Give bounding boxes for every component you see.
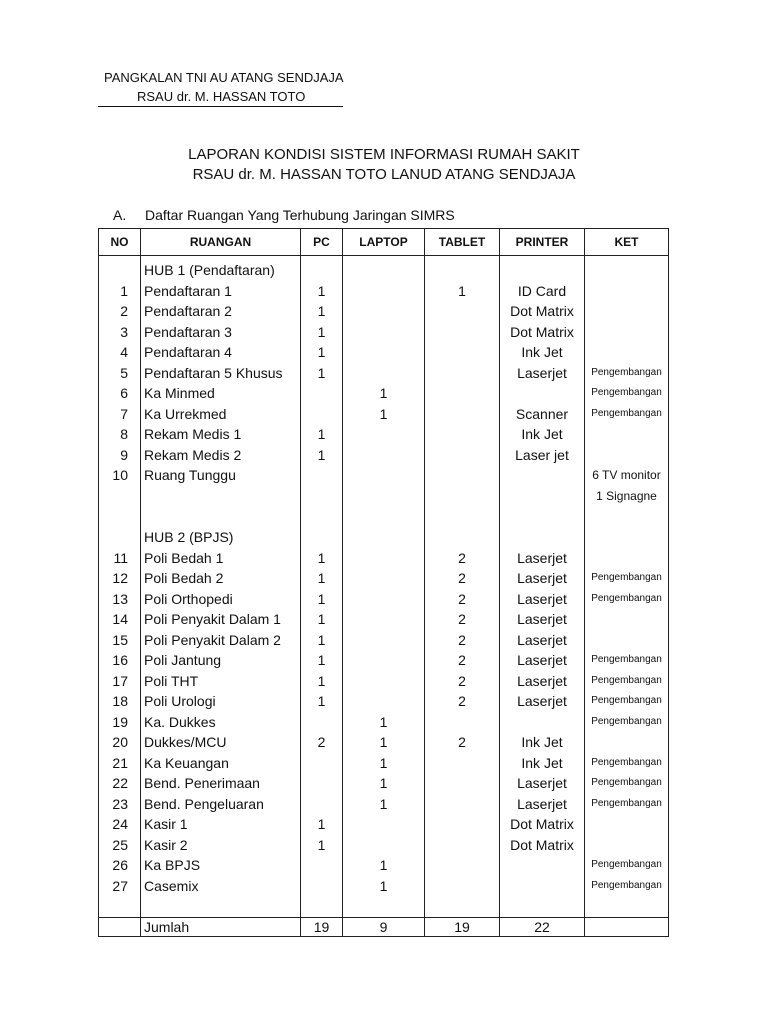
- cell-ruangan: Ka. Dukkes: [141, 712, 301, 733]
- cell-ruangan: Poli Urologi: [141, 691, 301, 712]
- table-row: [99, 650, 669, 671]
- cell-pc: [301, 256, 343, 281]
- cell-no: 25: [99, 835, 141, 856]
- cell-ket: [585, 445, 669, 466]
- cell-ket: Pengembangan: [585, 794, 669, 815]
- cell-printer: Dot Matrix: [500, 814, 585, 835]
- cell-laptop: [343, 835, 425, 856]
- cell-laptop: [343, 445, 425, 466]
- cell-ruangan: Poli Bedah 2: [141, 568, 301, 589]
- cell-laptop: [343, 256, 425, 281]
- cell-pc: [301, 773, 343, 794]
- cell-tablet: [425, 404, 500, 425]
- cell-tablet: [425, 835, 500, 856]
- table-row: [99, 548, 669, 569]
- cell-ket: 1 Signagne: [585, 486, 669, 507]
- cell-ruangan: Bend. Penerimaan: [141, 773, 301, 794]
- cell-pc: [301, 486, 343, 507]
- cell-printer: Laserjet: [500, 568, 585, 589]
- cell-printer: Laserjet: [500, 589, 585, 610]
- header-ruangan: RUANGAN: [141, 229, 301, 256]
- cell-laptop: [343, 896, 425, 918]
- table-row: [99, 630, 669, 651]
- cell-no: 6: [99, 383, 141, 404]
- cell-no: 8: [99, 424, 141, 445]
- table-row: [99, 424, 669, 445]
- cell-no: 23: [99, 794, 141, 815]
- cell-tablet: [425, 506, 500, 527]
- report-title-line2: RSAU dr. M. HASSAN TOTO LANUD ATANG SENDJAJA: [192, 166, 576, 183]
- table-row: [99, 773, 669, 794]
- cell-printer: Laserjet: [500, 363, 585, 384]
- cell-no: 5: [99, 363, 141, 384]
- cell-no: [99, 527, 141, 548]
- cell-ket: 6 TV monitor: [585, 465, 669, 486]
- cell-tablet: [425, 363, 500, 384]
- cell-laptop: [343, 814, 425, 835]
- cell-laptop: [343, 424, 425, 445]
- cell-pc: 1: [301, 630, 343, 651]
- table-row: [99, 794, 669, 815]
- cell-tablet: [425, 342, 500, 363]
- table-row-continuation: [99, 486, 669, 507]
- cell-pc: 1: [301, 281, 343, 302]
- cell-printer: Laserjet: [500, 794, 585, 815]
- cell-ket: [585, 609, 669, 630]
- table-header-row: [99, 229, 669, 256]
- spacer-row: [99, 896, 669, 918]
- cell-ket: [585, 732, 669, 753]
- cell-laptop: [343, 589, 425, 610]
- cell-laptop: [343, 465, 425, 486]
- total-ket: [585, 918, 669, 937]
- cell-ruangan: Ka Urrekmed: [141, 404, 301, 425]
- cell-printer: Laser jet: [500, 445, 585, 466]
- cell-no: 22: [99, 773, 141, 794]
- cell-laptop: [343, 548, 425, 569]
- total-laptop: 9: [343, 918, 425, 937]
- cell-pc: 1: [301, 322, 343, 343]
- cell-tablet: [425, 855, 500, 876]
- total-row: [99, 918, 669, 937]
- cell-printer: [500, 896, 585, 918]
- cell-printer: Laserjet: [500, 671, 585, 692]
- cell-pc: 1: [301, 671, 343, 692]
- cell-ruangan: Pendaftaran 2: [141, 301, 301, 322]
- cell-ruangan: Dukkes/MCU: [141, 732, 301, 753]
- cell-printer: [500, 527, 585, 548]
- cell-ruangan: Poli Penyakit Dalam 2: [141, 630, 301, 651]
- cell-tablet: 2: [425, 650, 500, 671]
- header-underline: [98, 106, 343, 107]
- cell-tablet: [425, 424, 500, 445]
- cell-printer: Laserjet: [500, 691, 585, 712]
- header-pc: PC: [301, 229, 343, 256]
- cell-no: 26: [99, 855, 141, 876]
- cell-laptop: [343, 486, 425, 507]
- cell-no: 13: [99, 589, 141, 610]
- cell-laptop: 1: [343, 753, 425, 774]
- cell-pc: 1: [301, 835, 343, 856]
- cell-printer: Dot Matrix: [500, 835, 585, 856]
- cell-tablet: [425, 794, 500, 815]
- cell-tablet: 1: [425, 281, 500, 302]
- cell-printer: Laserjet: [500, 650, 585, 671]
- cell-printer: Laserjet: [500, 773, 585, 794]
- table-row: [99, 465, 669, 486]
- cell-laptop: 1: [343, 712, 425, 733]
- cell-pc: [301, 794, 343, 815]
- cell-ruangan: Ka Keuangan: [141, 753, 301, 774]
- cell-tablet: [425, 256, 500, 281]
- section-letter: A.: [113, 207, 127, 223]
- cell-tablet: [425, 753, 500, 774]
- cell-laptop: 1: [343, 794, 425, 815]
- cell-pc: 2: [301, 732, 343, 753]
- cell-ket: [585, 424, 669, 445]
- total-pc: 19: [301, 918, 343, 937]
- table-row: [99, 609, 669, 630]
- table-row: [99, 301, 669, 322]
- cell-tablet: 2: [425, 568, 500, 589]
- cell-pc: [301, 527, 343, 548]
- cell-pc: [301, 876, 343, 897]
- cell-laptop: 1: [343, 404, 425, 425]
- cell-laptop: [343, 568, 425, 589]
- cell-ket: [585, 548, 669, 569]
- cell-ket: [585, 896, 669, 918]
- cell-ruangan: Ka BPJS: [141, 855, 301, 876]
- table-row: [99, 383, 669, 404]
- cell-ruangan: Pendaftaran 3: [141, 322, 301, 343]
- org-name-line1: PANGKALAN TNI AU ATANG SENDJAJA: [104, 70, 344, 85]
- cell-printer: [500, 876, 585, 897]
- cell-ruangan: Pendaftaran 1: [141, 281, 301, 302]
- cell-no: [99, 486, 141, 507]
- cell-ket: [585, 814, 669, 835]
- table-row: [99, 691, 669, 712]
- hub-row-2: [99, 527, 669, 548]
- total-ruangan: Jumlah: [141, 918, 301, 937]
- cell-ruangan: Bend. Pengeluaran: [141, 794, 301, 815]
- table-row: [99, 835, 669, 856]
- cell-laptop: [343, 650, 425, 671]
- cell-ket: Pengembangan: [585, 773, 669, 794]
- cell-no: 16: [99, 650, 141, 671]
- cell-ket: [585, 301, 669, 322]
- cell-printer: [500, 256, 585, 281]
- cell-laptop: [343, 342, 425, 363]
- cell-ket: Pengembangan: [585, 568, 669, 589]
- cell-pc: [301, 383, 343, 404]
- cell-laptop: 1: [343, 855, 425, 876]
- table-row: [99, 322, 669, 343]
- cell-laptop: [343, 301, 425, 322]
- cell-ruangan: Pendaftaran 5 Khusus: [141, 363, 301, 384]
- table-row: [99, 855, 669, 876]
- cell-tablet: 2: [425, 548, 500, 569]
- cell-no: 9: [99, 445, 141, 466]
- table-row: [99, 753, 669, 774]
- cell-ruangan: Poli THT: [141, 671, 301, 692]
- cell-no: 27: [99, 876, 141, 897]
- cell-tablet: 2: [425, 589, 500, 610]
- cell-pc: [301, 855, 343, 876]
- cell-no: 3: [99, 322, 141, 343]
- cell-ket: [585, 256, 669, 281]
- cell-printer: Laserjet: [500, 609, 585, 630]
- cell-ruangan: Poli Bedah 1: [141, 548, 301, 569]
- cell-tablet: 2: [425, 609, 500, 630]
- cell-laptop: [343, 671, 425, 692]
- cell-no: 17: [99, 671, 141, 692]
- cell-ket: [585, 835, 669, 856]
- cell-pc: [301, 404, 343, 425]
- org-name-line2: RSAU dr. M. HASSAN TOTO: [137, 89, 306, 104]
- cell-ket: [585, 322, 669, 343]
- cell-tablet: [425, 486, 500, 507]
- cell-printer: [500, 383, 585, 404]
- cell-pc: 1: [301, 609, 343, 630]
- table-row: [99, 404, 669, 425]
- cell-tablet: [425, 712, 500, 733]
- table-row: [99, 876, 669, 897]
- cell-printer: [500, 486, 585, 507]
- cell-pc: 1: [301, 548, 343, 569]
- cell-no: 12: [99, 568, 141, 589]
- cell-pc: 1: [301, 342, 343, 363]
- cell-laptop: [343, 322, 425, 343]
- cell-no: 19: [99, 712, 141, 733]
- cell-tablet: 2: [425, 691, 500, 712]
- cell-no: 15: [99, 630, 141, 651]
- cell-pc: 1: [301, 814, 343, 835]
- cell-laptop: [343, 363, 425, 384]
- cell-ruangan: [141, 506, 301, 527]
- cell-ruangan: Rekam Medis 2: [141, 445, 301, 466]
- cell-pc: 1: [301, 691, 343, 712]
- cell-no: 11: [99, 548, 141, 569]
- cell-ket: [585, 281, 669, 302]
- cell-laptop: [343, 609, 425, 630]
- cell-tablet: [425, 301, 500, 322]
- cell-pc: 1: [301, 650, 343, 671]
- cell-ruangan: Rekam Medis 1: [141, 424, 301, 445]
- cell-ket: [585, 506, 669, 527]
- cell-laptop: [343, 691, 425, 712]
- cell-ruangan: Poli Jantung: [141, 650, 301, 671]
- cell-no: 21: [99, 753, 141, 774]
- cell-no: 1: [99, 281, 141, 302]
- cell-tablet: [425, 773, 500, 794]
- cell-ruangan: Ka Minmed: [141, 383, 301, 404]
- cell-pc: [301, 896, 343, 918]
- total-printer: 22: [500, 918, 585, 937]
- cell-tablet: [425, 445, 500, 466]
- cell-printer: [500, 855, 585, 876]
- cell-ruangan: Kasir 2: [141, 835, 301, 856]
- cell-ket: Pengembangan: [585, 876, 669, 897]
- cell-printer: Laserjet: [500, 548, 585, 569]
- cell-no: 10: [99, 465, 141, 486]
- cell-ruangan: Kasir 1: [141, 814, 301, 835]
- cell-ket: Pengembangan: [585, 753, 669, 774]
- cell-no: [99, 896, 141, 918]
- cell-no: 20: [99, 732, 141, 753]
- cell-no: 24: [99, 814, 141, 835]
- cell-printer: Dot Matrix: [500, 322, 585, 343]
- report-title-line1: LAPORAN KONDISI SISTEM INFORMASI RUMAH SAKIT: [188, 146, 580, 163]
- header-tablet: TABLET: [425, 229, 500, 256]
- cell-pc: 1: [301, 445, 343, 466]
- cell-ket: [585, 527, 669, 548]
- cell-tablet: [425, 383, 500, 404]
- cell-printer: [500, 712, 585, 733]
- cell-no: [99, 506, 141, 527]
- cell-printer: Ink Jet: [500, 732, 585, 753]
- cell-laptop: 1: [343, 732, 425, 753]
- table-row: [99, 281, 669, 302]
- cell-pc: 1: [301, 363, 343, 384]
- cell-no: 14: [99, 609, 141, 630]
- cell-ket: Pengembangan: [585, 691, 669, 712]
- cell-ruangan: [141, 486, 301, 507]
- cell-no: 7: [99, 404, 141, 425]
- table-row: [99, 589, 669, 610]
- hub-row-1: [99, 256, 669, 281]
- cell-laptop: 1: [343, 383, 425, 404]
- cell-tablet: 2: [425, 732, 500, 753]
- cell-ket: Pengembangan: [585, 650, 669, 671]
- table-body: [99, 256, 669, 937]
- cell-ket: Pengembangan: [585, 383, 669, 404]
- cell-printer: Ink Jet: [500, 342, 585, 363]
- spacer-row: [99, 506, 669, 527]
- cell-printer: Ink Jet: [500, 753, 585, 774]
- header-laptop: LAPTOP: [343, 229, 425, 256]
- cell-ket: Pengembangan: [585, 589, 669, 610]
- cell-pc: 1: [301, 589, 343, 610]
- total-tablet: 19: [425, 918, 500, 937]
- table-row: [99, 342, 669, 363]
- header-ket: KET: [585, 229, 669, 256]
- cell-laptop: [343, 630, 425, 651]
- cell-ruangan: Casemix: [141, 876, 301, 897]
- cell-tablet: [425, 814, 500, 835]
- cell-tablet: [425, 527, 500, 548]
- table-row: [99, 568, 669, 589]
- cell-pc: 1: [301, 301, 343, 322]
- cell-no: 4: [99, 342, 141, 363]
- table-row: [99, 712, 669, 733]
- cell-ruangan: [141, 896, 301, 918]
- cell-ruangan: Poli Penyakit Dalam 1: [141, 609, 301, 630]
- cell-ket: Pengembangan: [585, 712, 669, 733]
- cell-pc: [301, 753, 343, 774]
- cell-laptop: 1: [343, 773, 425, 794]
- table-row: [99, 814, 669, 835]
- table-row: [99, 732, 669, 753]
- cell-ruangan: Pendaftaran 4: [141, 342, 301, 363]
- cell-tablet: [425, 465, 500, 486]
- cell-ket: [585, 342, 669, 363]
- cell-pc: [301, 712, 343, 733]
- cell-printer: [500, 506, 585, 527]
- cell-ruangan: Poli Orthopedi: [141, 589, 301, 610]
- cell-no: 2: [99, 301, 141, 322]
- cell-pc: 1: [301, 424, 343, 445]
- cell-ket: [585, 630, 669, 651]
- cell-laptop: [343, 527, 425, 548]
- cell-pc: 1: [301, 568, 343, 589]
- cell-pc: [301, 465, 343, 486]
- cell-printer: Scanner: [500, 404, 585, 425]
- cell-no: [99, 256, 141, 281]
- cell-printer: ID Card: [500, 281, 585, 302]
- cell-laptop: [343, 281, 425, 302]
- cell-ket: Pengembangan: [585, 855, 669, 876]
- cell-ruangan: Ruang Tunggu: [141, 465, 301, 486]
- cell-tablet: 2: [425, 671, 500, 692]
- cell-tablet: 2: [425, 630, 500, 651]
- cell-pc: [301, 506, 343, 527]
- table-row: [99, 445, 669, 466]
- cell-printer: Laserjet: [500, 630, 585, 651]
- network-rooms-table: [98, 228, 669, 937]
- header-no: NO: [99, 229, 141, 256]
- cell-laptop: [343, 506, 425, 527]
- cell-printer: [500, 465, 585, 486]
- cell-ket: Pengembangan: [585, 363, 669, 384]
- cell-no: 18: [99, 691, 141, 712]
- table-row: [99, 671, 669, 692]
- header-printer: PRINTER: [500, 229, 585, 256]
- cell-tablet: [425, 876, 500, 897]
- cell-printer: Ink Jet: [500, 424, 585, 445]
- cell-tablet: [425, 322, 500, 343]
- cell-laptop: 1: [343, 876, 425, 897]
- hub-label: HUB 2 (BPJS): [141, 527, 301, 548]
- cell-ket: Pengembangan: [585, 671, 669, 692]
- section-heading: Daftar Ruangan Yang Terhubung Jaringan SIMRS: [145, 207, 455, 223]
- cell-ket: Pengembangan: [585, 404, 669, 425]
- hub-label: HUB 1 (Pendaftaran): [141, 256, 301, 281]
- cell-tablet: [425, 896, 500, 918]
- cell-printer: Dot Matrix: [500, 301, 585, 322]
- table-row: [99, 363, 669, 384]
- total-no: [99, 918, 141, 937]
